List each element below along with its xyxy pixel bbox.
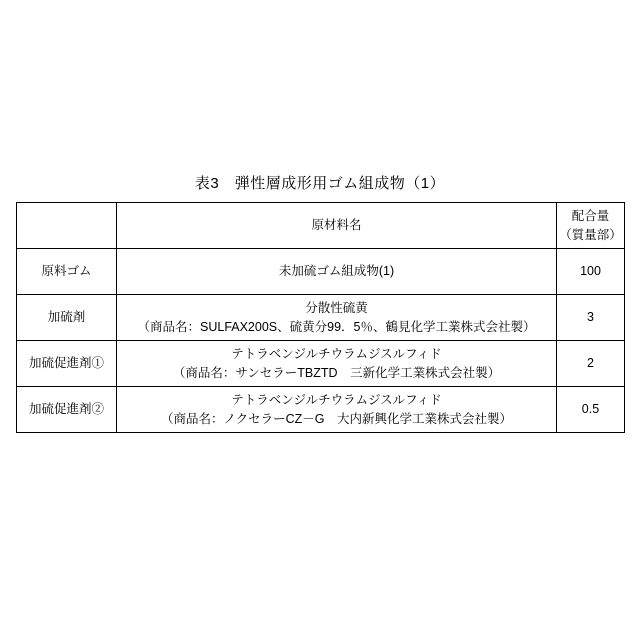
table-row bbox=[17, 387, 625, 433]
table-row bbox=[17, 341, 625, 387]
row-material bbox=[117, 341, 557, 387]
row-material bbox=[117, 295, 557, 341]
row-label: 原料ゴム bbox=[17, 249, 117, 295]
row-amount: 100 bbox=[557, 249, 625, 295]
header-blank-cell bbox=[17, 203, 117, 249]
row-label: 加硫促進剤① bbox=[17, 341, 117, 387]
composition-table-container bbox=[16, 202, 624, 433]
row-label: 加硫剤 bbox=[17, 295, 117, 341]
row-material-line1: 未加硫ゴム組成物(1) bbox=[278, 264, 395, 279]
table-row bbox=[17, 249, 625, 295]
row-label: 加硫促進剤② bbox=[17, 387, 117, 433]
row-material-line2: （商品名：SULFAX200S、硫黄分99．5％、鶴見化学工業株式会社製） bbox=[137, 319, 536, 334]
row-material-line2: （商品名：ノクセラーCZ－G 大内新興化学工業株式会社製） bbox=[160, 411, 512, 426]
row-material bbox=[117, 249, 557, 295]
table-caption: 表3 弾性層成形用ゴム組成物（1） bbox=[194, 175, 446, 192]
table-row bbox=[17, 295, 625, 341]
row-material-line1: テトラベンジルチウラムジスルフィド bbox=[231, 393, 442, 408]
row-amount: 3 bbox=[557, 295, 625, 341]
header-material-label: 原材料名 bbox=[117, 203, 557, 249]
header-amount-line1: 配合量 bbox=[571, 209, 610, 224]
row-material-line2: （商品名：サンセラーTBZTD 三新化学工業株式会社製） bbox=[172, 365, 501, 380]
composition-table bbox=[16, 202, 625, 433]
header-amount-cell bbox=[557, 203, 625, 249]
row-amount: 2 bbox=[557, 341, 625, 387]
header-amount-line2: （質量部） bbox=[559, 227, 622, 242]
row-material-line1: テトラベンジルチウラムジスルフィド bbox=[231, 347, 442, 362]
table-header-row bbox=[17, 203, 625, 249]
row-material-line1: 分散性硫黄 bbox=[305, 301, 368, 316]
row-material bbox=[117, 387, 557, 433]
row-amount: 0.5 bbox=[557, 387, 625, 433]
